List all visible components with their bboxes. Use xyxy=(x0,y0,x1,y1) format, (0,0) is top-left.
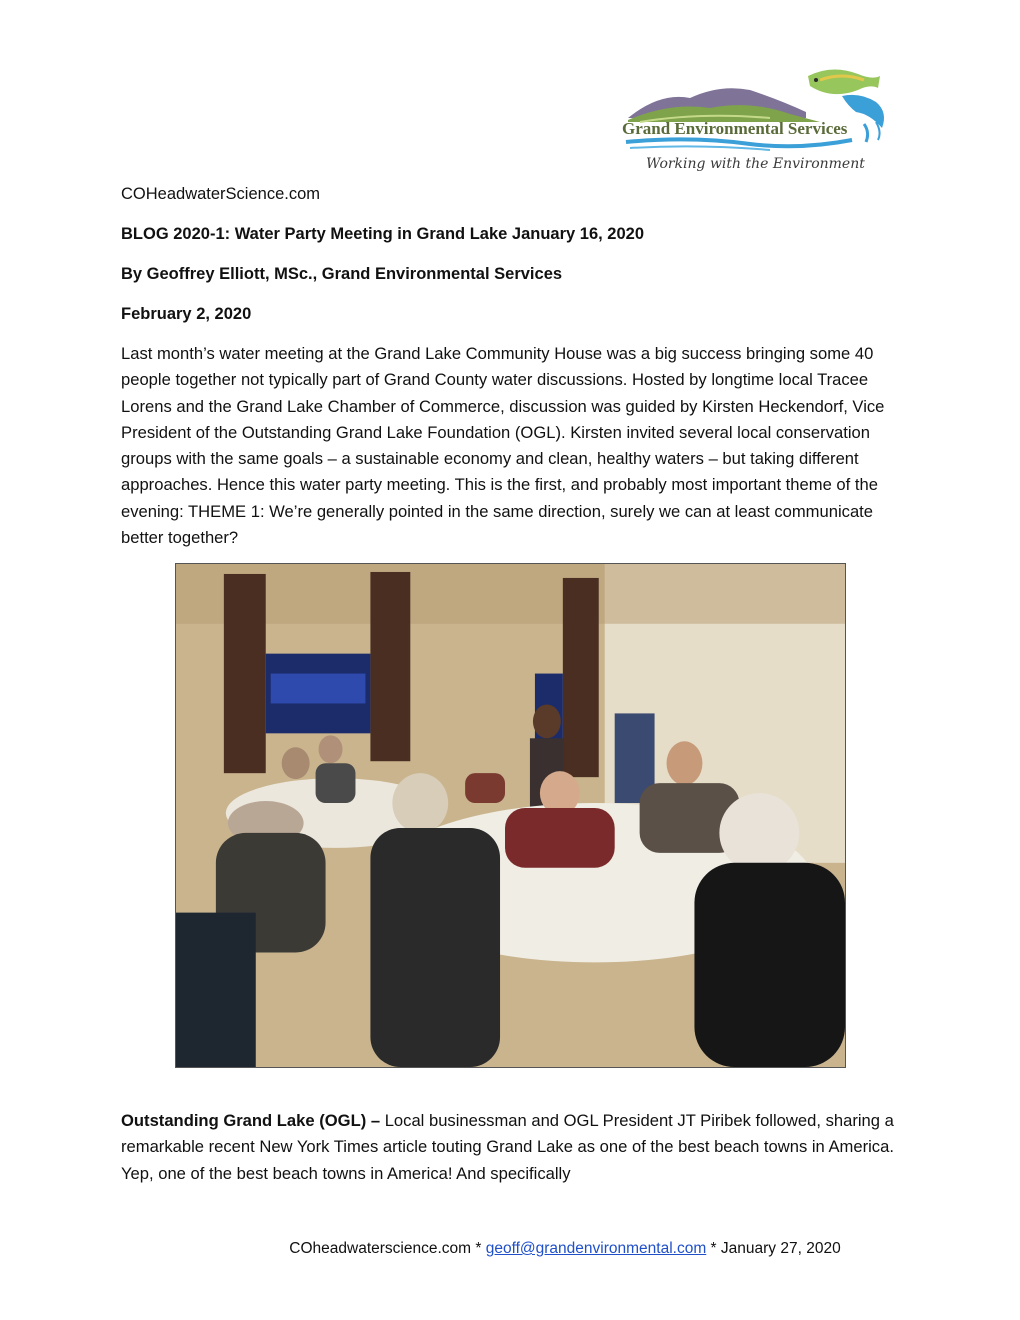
paragraph-2-text: Local businessman and OGL President JT Piribek followed, sharing a remarkable recent New York Times article touting Grand Lake as one of the best beach towns in America. Yep, one of the best beach towns in America! And specifically xyxy=(121,1111,894,1183)
footer-site: COheadwaterscience.com xyxy=(289,1240,472,1257)
footer-email-link[interactable]: geoff@grandenvironmental.com xyxy=(485,1240,707,1257)
page-footer xyxy=(0,1240,1020,1258)
paragraph-2-heading: Outstanding Grand Lake (OGL) – xyxy=(121,1111,381,1130)
site-name: COHeadwaterScience.com xyxy=(121,185,320,203)
meeting-photo xyxy=(175,563,846,1068)
post-date: February 2, 2020 xyxy=(121,305,252,323)
paragraph-2 xyxy=(121,1108,911,1187)
paragraph-1: Last month’s water meeting at the Grand Lake Community House was a big success bringing some 40 people together not typically part of Grand County water discussions. Hosted by longtime local Tracee Lorens and the Grand Lake Chamber of Commerce, discussion was guided by Kirsten Heckendorf, Vice President of the Outstanding Grand Lake Foundation (OGL). Kirsten invited several local conservation groups with the same goals – a sustainable economy and clean, healthy waters – but taking different approaches. Hence this water party meeting. This is the first, and probably most important theme of the evening: THEME 1: We’re generally pointed in the same direction, surely we can at least communicate better together? xyxy=(121,344,885,548)
logo-name: Grand Environmental Services xyxy=(622,119,848,138)
company-logo xyxy=(620,62,892,182)
logo-graphic xyxy=(620,62,892,182)
logo-tagline: Working with the Environment xyxy=(646,156,865,172)
blog-title: BLOG 2020-1: Water Party Meeting in Grand Lake January 16, 2020 xyxy=(121,225,645,243)
footer-separator-1: * xyxy=(471,1240,486,1257)
byline: By Geoffrey Elliott, MSc., Grand Environmental Services xyxy=(121,265,563,283)
footer-separator-2: * xyxy=(706,1240,721,1257)
footer-date: January 27, 2020 xyxy=(720,1240,841,1257)
meeting-photo-illustration xyxy=(176,564,845,1067)
